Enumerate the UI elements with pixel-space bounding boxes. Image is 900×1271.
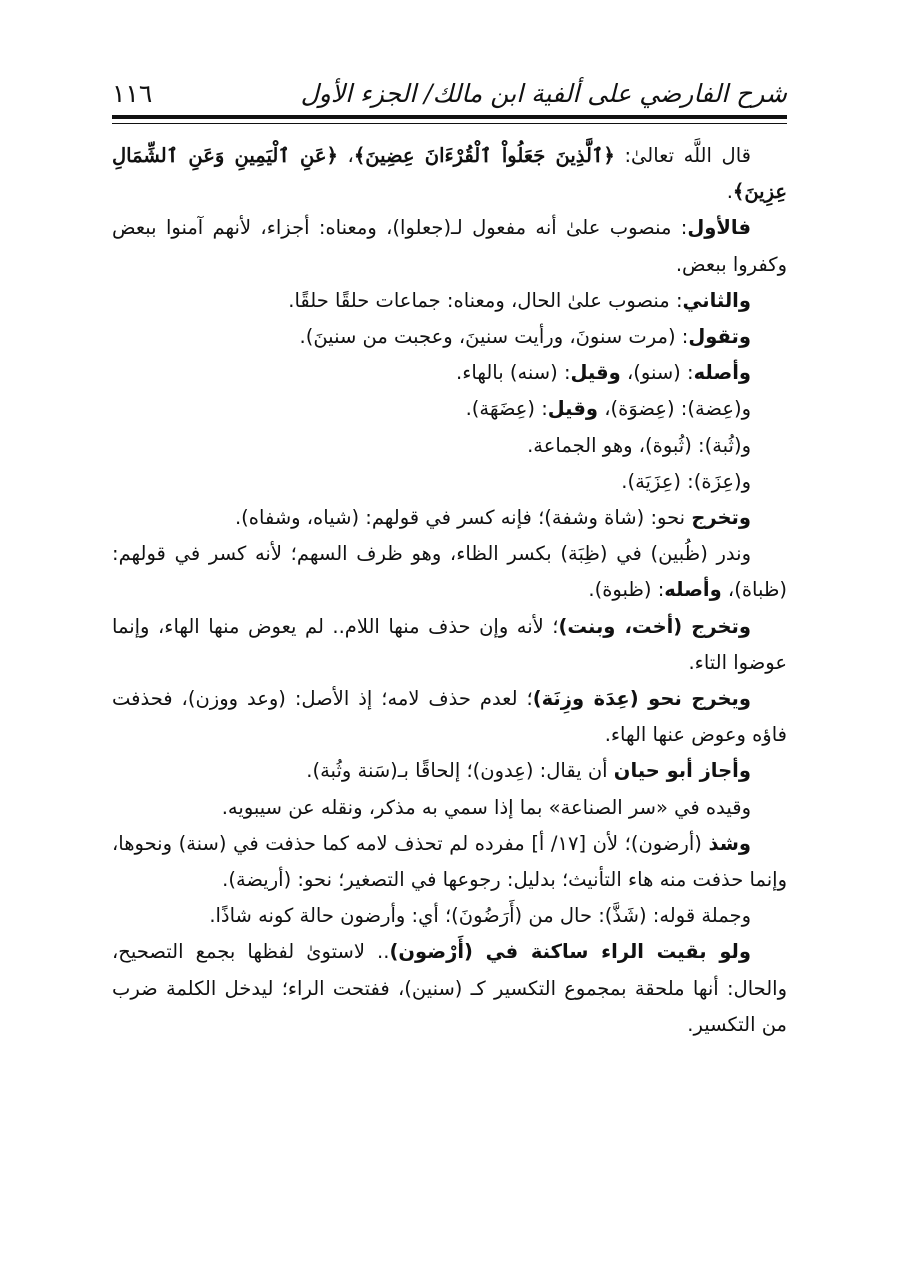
page-body — [112, 138, 787, 1043]
paragraph — [112, 681, 787, 753]
bold-term: وأصله — [664, 578, 722, 602]
text-run: وندر (ظُبين) في (ظِبَة) بكسر الظاء، وهو ظرف السهم؛ لأنه كسر في قولهم: (ظباة)، — [112, 542, 787, 602]
bold-term: وتقول — [688, 325, 751, 349]
bold-term: وأصله — [693, 361, 751, 385]
text-run: و(ثُبة): (ثُبوة)، وهو الجماعة. — [527, 433, 751, 457]
header-rule-thick — [112, 115, 787, 119]
text-run: و(عِزَة): (عِزَيَة). — [621, 469, 751, 493]
paragraph — [112, 790, 787, 826]
paragraph — [112, 898, 787, 934]
running-title: شرح الفارضي على ألفية ابن مالك/ الجزء الأول — [300, 79, 787, 108]
text-run: أن يقال: (عِدون)؛ إلحاقًا بـ(سَنة وثُبة). — [306, 759, 614, 783]
text-run: ، — [337, 144, 354, 167]
text-run: : (عِضَهَة). — [465, 397, 548, 421]
text-run: : منصوب علىٰ أنه مفعول لـ(جعلوا)، ومعناه: أجزاء، لأنهم آمنوا ببعض وكفروا ببعض. — [112, 216, 787, 276]
text-run: (أرضون)؛ لأن [١٧/ أ] مفرده لم تحذف لامه كما حذفت في (سنة) ونحوها، وإنما حذفت منه هاء التأنيث؛ بدليل: رجوعها في التصغير؛ نحو: (أريضة). — [112, 831, 787, 892]
paragraph — [112, 428, 787, 464]
paragraph — [112, 464, 787, 500]
text-run: وقيده في «سر الصناعة» بما إذا سمي به مذكر، ونقله عن سيبويه. — [221, 795, 751, 819]
paragraph — [112, 500, 787, 536]
bold-term: وأجاز أبو حيان — [613, 759, 751, 783]
paragraph — [112, 319, 787, 355]
text-run: .. لاستوىٰ لفظها بجمع التصحيح، والحال: أنها ملحقة بمجموع التكسير كـ (سنين)، ففتحت الراء؛ ليدخل الكلمة ضرب من التكسير. — [112, 940, 787, 1036]
paragraph — [112, 934, 787, 1043]
paragraph — [112, 210, 787, 282]
text-run: نحو: (شاة وشفة)؛ فإنه كسر في قولهم: (شياه، وشفاه). — [234, 506, 692, 530]
quran-verse: ﴿ٱلَّذِينَ جَعَلُواْ ٱلْقُرْءَانَ عِضِينَ﴾ — [353, 144, 615, 167]
text-run: : (ظبوة). — [588, 578, 665, 602]
text-run: و(عِضة): (عِضوَة)، — [598, 397, 751, 421]
bold-term: ولو بقيت الراء ساكنة في (أَرْضون) — [389, 940, 751, 964]
text-run: قال اللَّه تعالىٰ: — [614, 144, 751, 167]
bold-term: وتخرج (أخت، وبنت) — [558, 614, 751, 638]
text-run: : منصوب علىٰ الحال، ومعناه: جماعات حلقًا حلقًا. — [288, 288, 683, 312]
bold-term: وقيل — [547, 397, 599, 421]
paragraph — [112, 355, 787, 391]
bold-term: فالأول — [687, 216, 751, 240]
text-run: ؛ لأنه وإن حذف منها اللام.. لم يعوض منها الهاء، وإنما عوضوا التاء. — [112, 614, 787, 674]
bold-term: والثاني — [682, 288, 751, 312]
paragraph — [112, 826, 787, 898]
bold-term: وشذ — [708, 831, 751, 855]
paragraph — [112, 753, 787, 789]
header-rule-thin — [112, 123, 787, 124]
paragraph — [112, 138, 787, 210]
bold-term: وقيل — [570, 361, 621, 385]
text-run: : (مرت سنونَ، ورأيت سنينَ، وعجبت من سنينَ). — [299, 325, 689, 349]
bold-term: وتخرج — [691, 506, 751, 530]
paragraph — [112, 536, 787, 608]
text-run: ؛ لعدم حذف لامه؛ إذ الأصل: (وعد ووزن)، فحذفت فاؤه وعوض عنها الهاء. — [112, 687, 787, 747]
paragraph — [112, 609, 787, 681]
bold-term: ويخرج نحو (عِدَة وزِنَة) — [532, 687, 751, 711]
quran-verse: ﴿عَنِ ٱلْيَمِينِ وَعَنِ ٱلشِّمَالِ عِزِينَ﴾ — [112, 144, 787, 204]
page-number: ١١٦ — [112, 79, 153, 108]
text-run: : (سنه) بالهاء. — [456, 361, 571, 385]
text-run: وجملة قوله: (شَذَّ): حال من (أَرَضُونَ)؛ أي: وأرضون حالة كونه شاذًا. — [209, 904, 751, 928]
paragraph — [112, 391, 787, 427]
paragraph — [112, 283, 787, 319]
page-header — [112, 62, 787, 112]
text-run: . — [726, 180, 733, 204]
text-run: : (سنو)، — [620, 361, 694, 385]
